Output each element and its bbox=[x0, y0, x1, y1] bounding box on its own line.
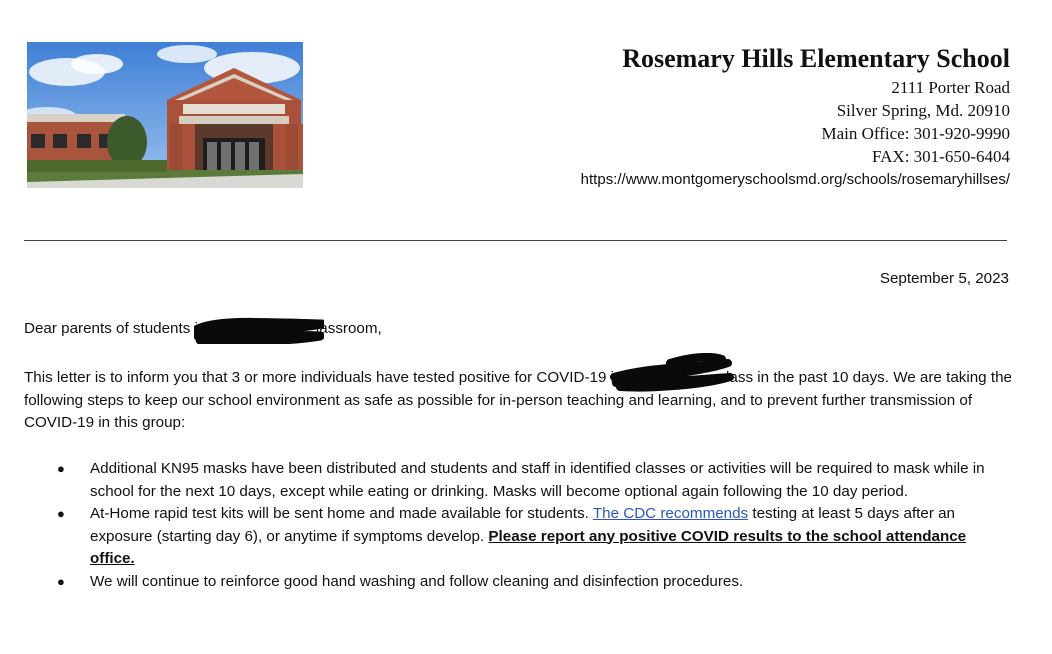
cdc-recommends-link[interactable]: The CDC recommends bbox=[592, 505, 749, 522]
school-building-photo bbox=[27, 42, 303, 188]
report-positive-notice: Please report any positive COVID results to the school attendance office. bbox=[90, 527, 967, 567]
redacted-class-name-2 bbox=[614, 367, 726, 389]
school-name: Rosemary Hills Elementary School bbox=[622, 44, 1010, 73]
salutation-end: lassroom, bbox=[315, 320, 382, 337]
bullet-icon: ● bbox=[57, 506, 65, 521]
school-website-url: https://www.montgomeryschoolsmd.org/schools/rosemaryhillses/ bbox=[580, 171, 1010, 188]
step-testing-text: At-Home rapid test kits will be sent home and made available for students. bbox=[90, 505, 593, 522]
letter-date: September 5, 2023 bbox=[879, 270, 1009, 287]
step-masks-text: Additional KN95 masks have been distributed and students and staff in identified classes or activities will be required to mask while in school for the next 10 days, except while eating or drinking. Masks will become optional again following the 10 day period. bbox=[90, 460, 985, 500]
intro-text-start: This letter is to inform you that 3 or more individuals have tested positive for COVID-19 i bbox=[24, 369, 615, 386]
step-hygiene-text: We will continue to reinforce good hand washing and follow cleaning and disinfection procedures. bbox=[90, 572, 744, 590]
redaction-scribble-2 bbox=[610, 353, 734, 393]
list-item bbox=[24, 571, 1014, 594]
street-address: 2111 Porter Road bbox=[891, 78, 1010, 97]
bullet-icon: ● bbox=[57, 461, 65, 476]
salutation-start: Dear parents of students i bbox=[24, 320, 198, 337]
bullet-icon: ● bbox=[57, 573, 65, 589]
letterhead-divider bbox=[24, 240, 1007, 241]
intro-text-end: lass in the past 10 days. We are taking the following steps to keep our school environment as safe as possible for in-person teaching and learning, and to prevent further transmission of COVID-19 in this group: bbox=[24, 369, 1012, 431]
steps-list bbox=[24, 458, 1014, 593]
list-item bbox=[24, 458, 1014, 503]
intro-paragraph bbox=[24, 367, 1014, 435]
fax-number: FAX: 301-650-6404 bbox=[871, 147, 1010, 166]
step-testing-text-continued: testing at least 5 days after an exposure (starting day 6), or anytime if symptoms develop. bbox=[90, 505, 955, 545]
list-item bbox=[24, 503, 1014, 571]
redaction-scribble bbox=[194, 316, 324, 344]
city-state-zip: Silver Spring, Md. 20910 bbox=[836, 101, 1010, 120]
school-building-illustration bbox=[27, 42, 303, 188]
salutation bbox=[24, 318, 382, 341]
main-office-phone: Main Office: 301-920-9990 bbox=[821, 124, 1010, 143]
letterhead bbox=[581, 42, 1010, 191]
redacted-class-name bbox=[198, 318, 316, 340]
